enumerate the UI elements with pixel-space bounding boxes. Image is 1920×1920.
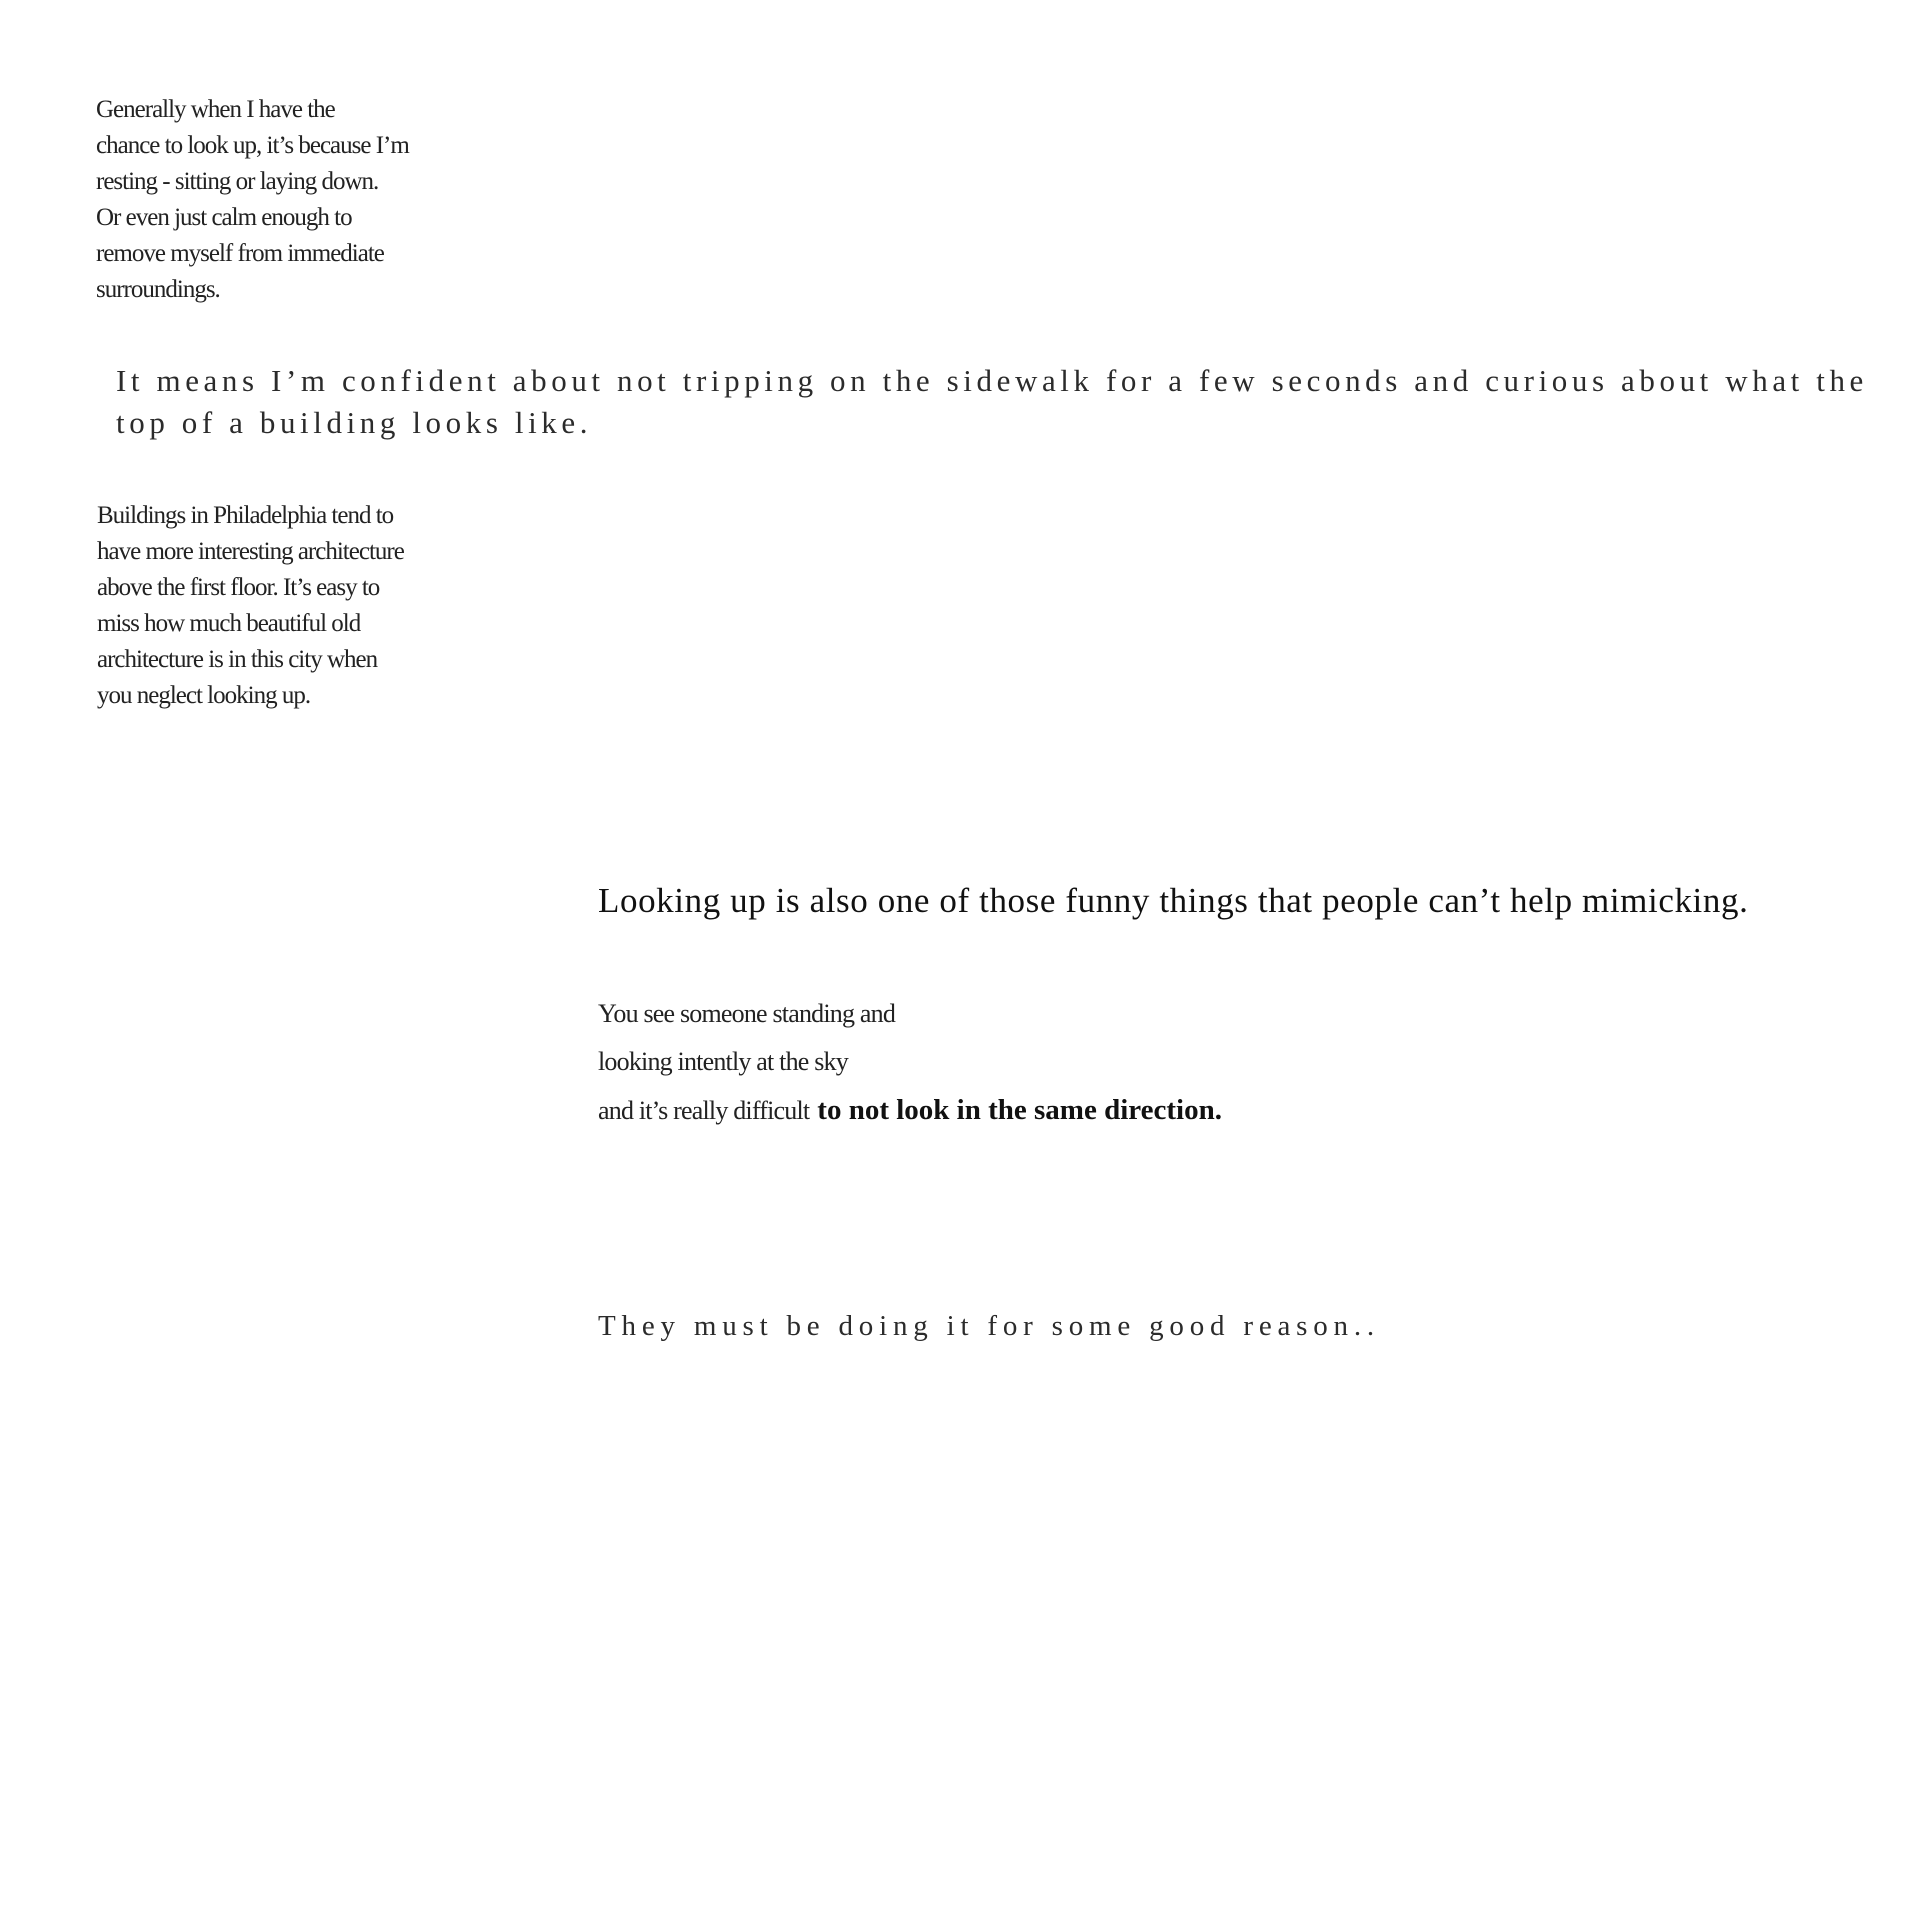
sky-line-2: looking intently at the sky [598, 1047, 848, 1076]
sky-line-3-text: and it’s really difficult [598, 1096, 810, 1125]
confidence-line-2: top of a building looks like. [116, 405, 593, 440]
sky-paragraph [598, 990, 1598, 1134]
confidence-paragraph [116, 360, 1868, 444]
emphasis-text: to not look in the same direction. [817, 1094, 1222, 1126]
mimicking-heading: Looking up is also one of those funny things that people can’t help mimicking. [598, 881, 1749, 920]
confidence-line-1: It means I’m confident about not tripping on the sidewalk for a few seconds and curious about what the [116, 363, 1868, 398]
philadelphia-paragraph: Buildings in Philadelphia tend to have more interesting architecture above the first floor. It’s easy to miss how much beautiful old architecture is in this city when you neglect looking up. [97, 502, 404, 709]
intro-paragraph: Generally when I have the chance to look up, it’s because I’m resting - sitting or laying down. Or even just calm enough to remove myself from immediate surroundings. [96, 96, 409, 303]
sky-line-1: You see someone standing and [598, 999, 896, 1028]
closing-line: They must be doing it for some good reason.. [598, 1310, 1380, 1342]
sky-line-3 [598, 1086, 1598, 1134]
